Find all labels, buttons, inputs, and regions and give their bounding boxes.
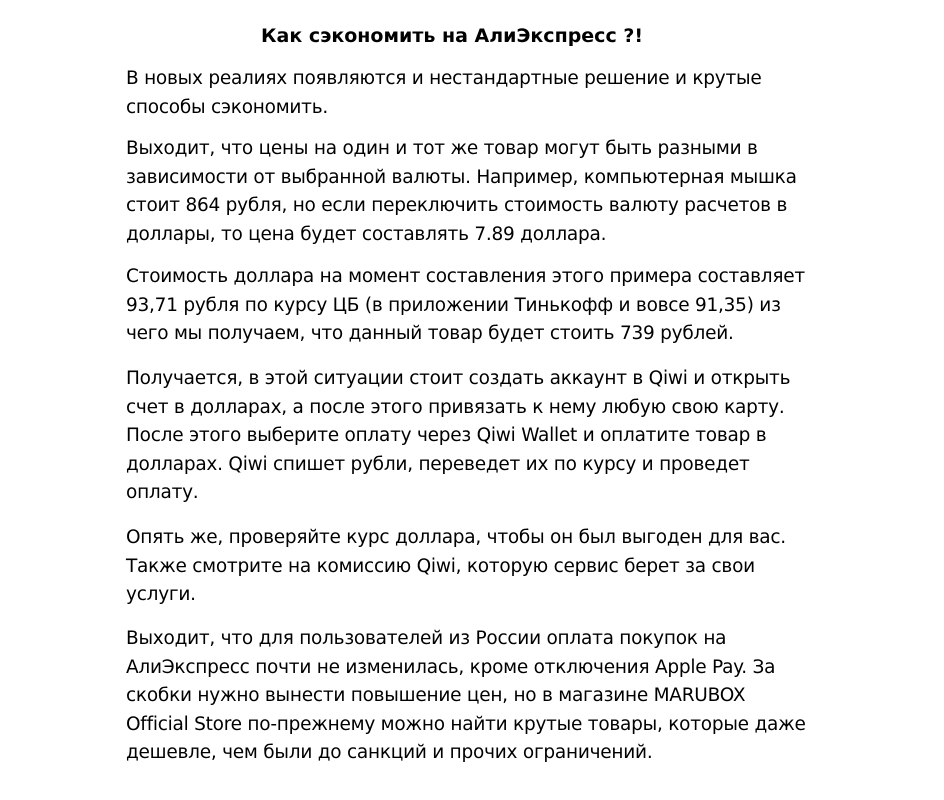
paragraph-exchange-rate (126, 263, 886, 349)
paragraph-line: услуги. (126, 584, 196, 605)
paragraph-line: стоит 864 рубля, но если переключить стоимость валюту расчетов в (126, 195, 788, 216)
paragraph-line: дешевле, чем были до санкций и прочих ограничений. (126, 742, 653, 763)
paragraph-line: Также смотрите на комиссию Qiwi, которую сервис берет за свои (126, 555, 755, 577)
paragraph-line: доллары, то цена будет составлять 7.89 доллара. (126, 223, 607, 245)
paragraph-line: Стоимость доллара на момент составления этого примера составляет (126, 266, 805, 287)
paragraph-line: Опять же, проверяйте курс доллара, чтобы он был выгоден для вас. (126, 527, 786, 548)
paragraph-line: оплату. (126, 482, 199, 503)
paragraph-line: Выходит, что для пользователей из России оплата покупок на (126, 628, 727, 649)
paragraph-line: Получается, в этой ситуации стоит создать аккаунт в Qiwi и открыть (126, 368, 791, 389)
paragraph-qiwi-instructions (126, 365, 886, 508)
paragraph-line: чего мы получаем, что данный товар будет стоить 739 рублей. (126, 323, 734, 344)
paragraph-line: В новых реалиях появляются и нестандартные решение и крутые (126, 68, 762, 89)
page-title: Как сэкономить на АлиЭкспресс ?! (260, 25, 644, 47)
paragraph-line: АлиЭкспресс почти не изменилась, кроме отключения Apple Pay. За (126, 656, 776, 678)
paragraph-line: зависимости от выбранной валюты. Например, компьютерная мышка (126, 166, 797, 188)
paragraph-line: счет в долларах, а после этого привязать к нему любую свою карту. (126, 396, 785, 418)
paragraph-line: Выходит, что цены на один и тот же товар могут быть разными в (126, 138, 758, 159)
paragraph-line: скобки нужно вынести повышение цен, но в магазине MARUBOX (126, 685, 746, 706)
paragraph-line: Official Store по-прежнему можно найти крутые товары, которые даже (126, 713, 806, 735)
paragraph-intro (126, 65, 886, 122)
paragraph-commission-note (126, 524, 886, 610)
paragraph-conclusion (126, 625, 886, 768)
paragraph-line: 93,71 рубля по курсу ЦБ (в приложении Тинькофф и вовсе 91,35) из (126, 294, 781, 316)
paragraph-line: После этого выберите оплату через Qiwi Wallet и оплатите товар в (126, 425, 767, 446)
paragraph-line: долларах. Qiwi спишет рубли, переведет их по курсу и проведет (126, 453, 750, 475)
paragraph-currency-example (126, 135, 886, 249)
paragraph-line: способы сэкономить. (126, 96, 328, 118)
